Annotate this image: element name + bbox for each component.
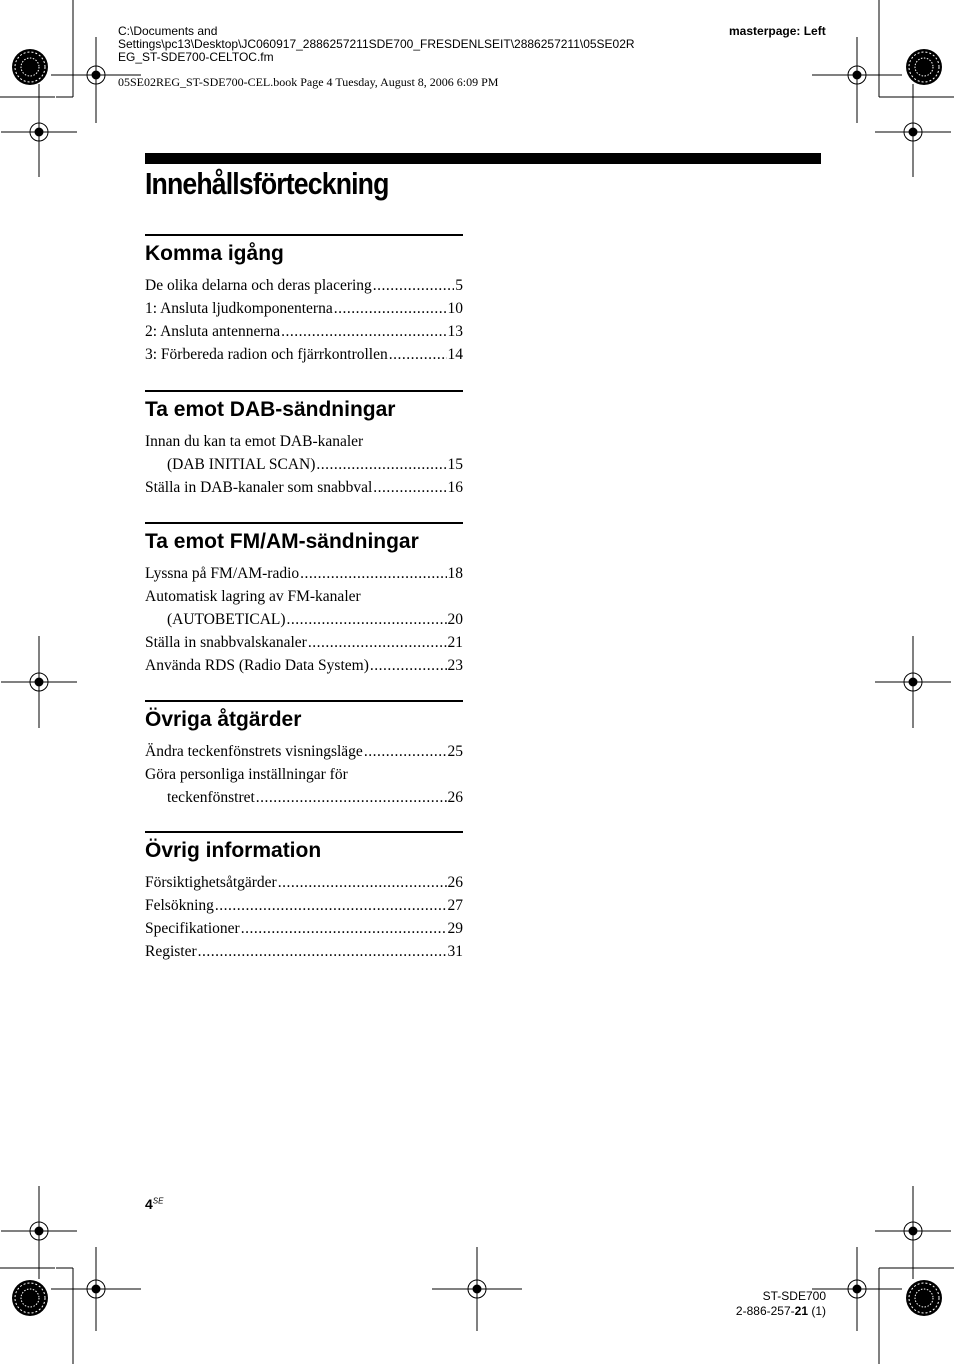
page-number-value: 4 [145, 1196, 153, 1212]
toc-entry-line [145, 430, 463, 453]
toc-entry-text: Använda RDS (Radio Data System) [145, 657, 369, 674]
toc-entry-line [145, 343, 463, 366]
toc-entry-text: 2: Ansluta antennerna [145, 323, 281, 340]
toc-entry-text: Automatisk lagring av FM-kanaler [145, 588, 361, 605]
toc-entry[interactable] [145, 654, 463, 677]
page-number [145, 1196, 163, 1212]
dot-leader [215, 894, 447, 917]
file-path-line-3: EG_ST-SDE700-CELTOC.fm [118, 50, 274, 64]
part-number [700, 1304, 826, 1319]
toc-entry-line [145, 894, 463, 917]
section-rule [145, 234, 463, 236]
part-number-bold: 21 [794, 1304, 808, 1318]
dot-leader [316, 453, 446, 476]
part-number-suffix: (1) [808, 1304, 826, 1318]
dot-leader [256, 786, 447, 809]
toc-entry-text: 3: Förbereda radion och fjärrkontrollen [145, 346, 388, 363]
section-heading: Övriga åtgärder [145, 708, 302, 731]
toc-entry[interactable] [145, 562, 463, 585]
toc-page-number: 25 [447, 743, 463, 760]
section-heading: Ta emot FM/AM-sändningar [145, 530, 419, 553]
toc-entry-text: Ställa in snabbvalskanaler [145, 634, 307, 651]
title-bar [145, 153, 821, 164]
toc-entry-text: Försiktighetsåtgärder [145, 874, 277, 891]
toc-entry-line [145, 585, 463, 608]
toc-entry-line [145, 763, 463, 786]
toc-entry-text: (DAB INITIAL SCAN) [167, 456, 316, 473]
toc-page-number: 20 [447, 611, 463, 628]
dot-leader [300, 562, 446, 585]
toc-entry-text: Register [145, 943, 197, 960]
toc-entry-line [145, 476, 463, 499]
toc-entry[interactable] [145, 940, 463, 963]
page-number-suffix: SE [152, 1196, 164, 1206]
toc-page-number: 27 [447, 897, 463, 914]
toc-entry[interactable] [145, 343, 463, 366]
masterpage-label: masterpage: Left [729, 24, 826, 38]
toc-entry[interactable] [145, 585, 463, 631]
toc-entry[interactable] [145, 631, 463, 654]
toc-page-number: 31 [447, 943, 463, 960]
toc-entry-line [145, 940, 463, 963]
toc-entry-text: Lyssna på FM/AM-radio [145, 565, 300, 582]
dot-leader [364, 740, 447, 763]
toc-page-number: 10 [447, 300, 463, 317]
section-rule [145, 522, 463, 524]
dot-leader [373, 274, 454, 297]
toc-entry-line [145, 608, 463, 631]
toc-entry-line [145, 320, 463, 343]
dot-leader [198, 940, 447, 963]
section-heading: Komma igång [145, 242, 284, 265]
toc-entry[interactable] [145, 871, 463, 894]
toc-entry[interactable] [145, 430, 463, 476]
toc-entry-text: Ställa in DAB-kanaler som snabbval [145, 479, 373, 496]
toc-entry-line [145, 274, 463, 297]
toc-entry-text: Ändra teckenfönstrets visningsläge [145, 743, 363, 760]
dot-leader [334, 297, 447, 320]
page-title: Innehållsförteckning [145, 166, 389, 201]
toc-page-number: 26 [447, 789, 463, 806]
toc-section [145, 831, 463, 963]
toc-entry[interactable] [145, 476, 463, 499]
toc-section [145, 700, 463, 809]
section-heading: Ta emot DAB-sändningar [145, 398, 396, 421]
toc-page-number: 5 [455, 277, 463, 294]
toc-entry[interactable] [145, 763, 463, 809]
toc-page-number: 15 [447, 456, 463, 473]
toc-entry[interactable] [145, 917, 463, 940]
toc-entry-text: (AUTOBETICAL) [167, 611, 286, 628]
dot-leader [370, 654, 447, 677]
toc-page-number: 26 [447, 874, 463, 891]
toc-page-number: 14 [447, 346, 463, 363]
section-rule [145, 700, 463, 702]
toc-entry-text: teckenfönstret [167, 789, 255, 806]
toc-section [145, 234, 463, 366]
dot-leader [241, 917, 447, 940]
toc-entry-line [145, 917, 463, 940]
file-path-line-1: C:\Documents and [118, 24, 218, 38]
toc-entry-text: Göra personliga inställningar för [145, 766, 348, 783]
part-number-prefix: 2-886-257- [735, 1304, 795, 1318]
toc-entry-line [145, 871, 463, 894]
toc-page-number: 21 [447, 634, 463, 651]
model-info [700, 1289, 826, 1319]
section-rule [145, 831, 463, 833]
file-path-header [118, 25, 635, 64]
toc-entry[interactable] [145, 274, 463, 297]
toc-entry[interactable] [145, 320, 463, 343]
dot-leader [281, 320, 446, 343]
toc-entry-line [145, 631, 463, 654]
toc-page-number: 18 [447, 565, 463, 582]
toc-entry-text: Specifikationer [145, 920, 240, 937]
book-info: 05SE02REG_ST-SDE700-CEL.book Page 4 Tuesday, August 8, 2006 6:09 PM [118, 75, 499, 89]
dot-leader [287, 608, 447, 631]
toc-page-number: 29 [447, 920, 463, 937]
toc-page-number: 16 [447, 479, 463, 496]
toc-entry[interactable] [145, 894, 463, 917]
toc-entry[interactable] [145, 740, 463, 763]
toc-section [145, 390, 463, 499]
dot-leader [308, 631, 447, 654]
toc-page-number: 13 [447, 323, 463, 340]
toc-entry-line [145, 453, 463, 476]
file-path-line-2: Settings\pc13\Desktop\JC060917_2886257211SDE700_FRESDENLSEIT\2886257211\05SE02R [118, 37, 635, 51]
toc-entry-text: Innan du kan ta emot DAB-kanaler [145, 433, 364, 450]
toc-entry-line [145, 297, 463, 320]
toc-entry-text: De olika delarna och deras placering [145, 277, 372, 294]
dot-leader [373, 476, 446, 499]
section-heading: Övrig information [145, 839, 322, 862]
toc-page-number: 23 [447, 657, 463, 674]
section-rule [145, 390, 463, 392]
toc-entry-line [145, 562, 463, 585]
toc-entry-line [145, 786, 463, 809]
toc-entry-line [145, 654, 463, 677]
toc-section [145, 522, 463, 677]
toc-entry-line [145, 740, 463, 763]
dot-leader [278, 871, 447, 894]
toc-entry-text: Felsökning [145, 897, 214, 914]
toc-entry[interactable] [145, 297, 463, 320]
toc-entry-text: 1: Ansluta ljudkomponenterna [145, 300, 333, 317]
model-name: ST-SDE700 [762, 1289, 826, 1303]
dot-leader [389, 343, 447, 366]
